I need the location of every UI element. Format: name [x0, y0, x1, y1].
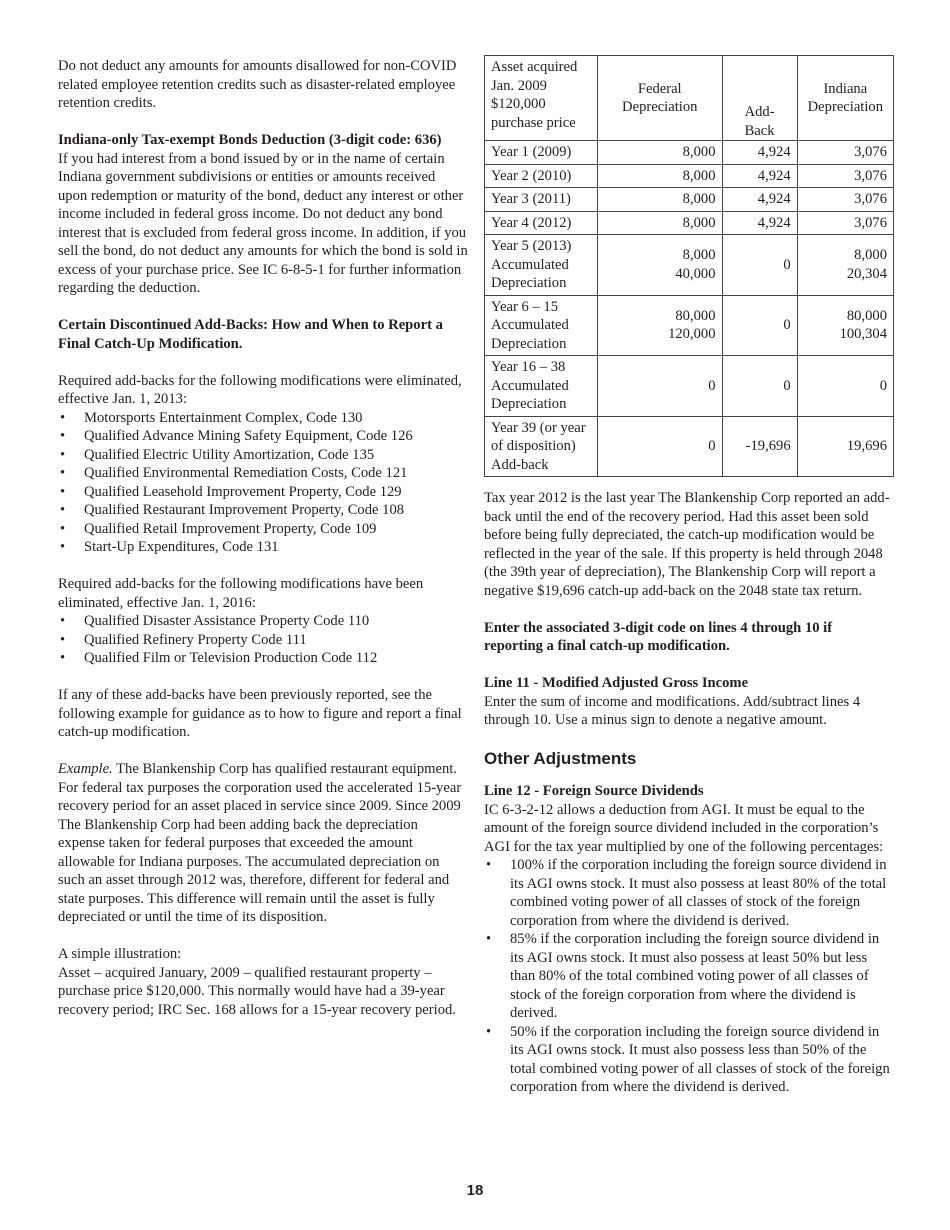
heading-line12: Line 12 - Foreign Source Dividends: [484, 783, 704, 799]
header-federal: Federal Depreciation: [597, 56, 722, 141]
federal-cell: 80,000 120,000: [597, 295, 722, 356]
indiana-cell: 3,076: [797, 188, 893, 212]
list-item: • 100% if the corporation including the foreign source dividend in its AGI owns stock. It must also possess at least 80% of the total combined voting power of all classes of stock of the foreign corporation from where the dividend is derived.: [484, 856, 894, 930]
paragraph-previously-reported: If any of these add-backs have been previously reported, see the following example for guidance as to how to figure and report a final catch-up modification.: [58, 687, 462, 740]
list-item: • Qualified Refinery Property Code 111: [58, 631, 468, 650]
federal-cell: 8,000: [597, 141, 722, 165]
list-item: • Qualified Leasehold Improvement Property, Code 129: [58, 483, 468, 502]
paragraph-line12: IC 6-3-2-12 allows a deduction from AGI. It must be equal to the amount of the foreign source dividend included in the corporation’s AGI for the tax year multiplied by one of the following percentages:: [484, 801, 884, 855]
table-row: [485, 295, 894, 356]
page-number: 18: [466, 1182, 484, 1199]
paragraph-tax-year-2012: Tax year 2012 is the last year The Blankenship Corp reported an add-back until the end of the recovery period. Had this asset been sold before being fully depreciated, the catch-up modification would be reflected in the year of the sale. If this property is held through 2048 (the 39th year of depreciation), The Blankenship Corp will report a negative $19,696 catch-up add-back on the 2048 state tax return.: [484, 490, 890, 599]
table-row: [485, 416, 894, 477]
federal-cell: 0: [597, 416, 722, 477]
list-item: • Qualified Restaurant Improvement Property, Code 108: [58, 501, 468, 520]
row-label: Year 39 (or year of disposition) Add-back: [485, 416, 598, 477]
row-label: Year 3 (2011): [485, 188, 598, 212]
list-item: • Qualified Advance Mining Safety Equipment, Code 126: [58, 427, 468, 446]
indiana-cell: 3,076: [797, 141, 893, 165]
heading-line11: Line 11 - Modified Adjusted Gross Income: [484, 675, 749, 691]
table-row: [485, 211, 894, 235]
federal-cell: 8,000: [597, 211, 722, 235]
addback-cell: 4,924: [722, 141, 797, 165]
addback-cell: 0: [722, 235, 797, 296]
right-column: [484, 55, 894, 1115]
paragraph-line11: Enter the sum of income and modifications. Add/subtract lines 4 through 10. Use a minus sign to denote a negative amount.: [484, 693, 861, 728]
addback-cell: 0: [722, 356, 797, 417]
row-label: Year 2 (2010): [485, 164, 598, 188]
heading-tax-exempt-bonds: Indiana-only Tax-exempt Bonds Deduction (3-digit code: 636): [58, 132, 442, 148]
indiana-cell: 19,696: [797, 416, 893, 477]
row-label: Year 5 (2013) Accumulated Depreciation: [485, 235, 598, 296]
federal-cell: 8,000: [597, 164, 722, 188]
indiana-cell: 3,076: [797, 211, 893, 235]
table-header-row: [485, 56, 894, 141]
depreciation-table: [484, 55, 894, 477]
paragraph-example: [58, 760, 468, 927]
addback-cell: 4,924: [722, 211, 797, 235]
table-row: [485, 141, 894, 165]
indiana-cell: 3,076: [797, 164, 893, 188]
row-label: Year 4 (2012): [485, 211, 598, 235]
addback-cell: 0: [722, 295, 797, 356]
heading-other-adjustments: Other Adjustments: [484, 749, 637, 768]
header-addback: Add-Back: [722, 56, 797, 141]
list1-intro: Required add-backs for the following modifications were eliminated, effective Jan. 1, 2013:: [58, 372, 462, 407]
federal-cell: 8,000: [597, 188, 722, 212]
row-label: Year 6 – 15 Accumulated Depreciation: [485, 295, 598, 356]
table-row: [485, 188, 894, 212]
list-item: • Qualified Environmental Remediation Costs, Code 121: [58, 464, 468, 483]
row-label: Year 1 (2009): [485, 141, 598, 165]
list-item: • Qualified Electric Utility Amortization, Code 135: [58, 446, 468, 465]
list-item: • 50% if the corporation including the foreign source dividend in its AGI owns stock. It must also possess less than 50% of the total combined voting power of all classes of stock of the foreign corporation from where the dividend is derived.: [484, 1023, 894, 1097]
list-item: • 85% if the corporation including the foreign source dividend in its AGI owns stock. It must also possess at least 50% but less than 80% of the total combined voting power of all classes of stock of the foreign corporation from where the dividend is derived.: [484, 930, 894, 1023]
heading-discontinued-addbacks: Certain Discontinued Add-Backs: How and When to Report a Final Catch-Up Modification.: [58, 317, 443, 352]
table-row: [485, 235, 894, 296]
list-item: • Start-Up Expenditures, Code 131: [58, 538, 468, 557]
indiana-cell: 8,000 20,304: [797, 235, 893, 296]
list-item: • Qualified Film or Television Production Code 112: [58, 649, 468, 668]
illustration-text: Asset – acquired January, 2009 – qualified restaurant property – purchase price $120,000. This normally would have had a 39-year recovery period; IRC Sec. 168 allows for a 15-year recovery period.: [58, 964, 456, 1018]
row-label: Year 16 – 38 Accumulated Depreciation: [485, 356, 598, 417]
table-row: [485, 164, 894, 188]
left-column: [58, 55, 468, 1038]
list-item: • Motorsports Entertainment Complex, Code 130: [58, 409, 468, 428]
addback-cell: -19,696: [722, 416, 797, 477]
list2-intro: Required add-backs for the following modifications have been eliminated, effective Jan. 1, 2016:: [58, 576, 424, 611]
header-asset: Asset acquired Jan. 2009 $120,000 purchase price: [485, 56, 598, 141]
addback-cell: 4,924: [722, 164, 797, 188]
header-indiana: Indiana Depreciation: [797, 56, 893, 141]
addback-cell: 4,924: [722, 188, 797, 212]
enter-code-instruction: Enter the associated 3-digit code on lines 4 through 10 if reporting a final catch-up modification.: [484, 619, 833, 654]
table-row: [485, 356, 894, 417]
example-text: The Blankenship Corp has qualified restaurant equipment. For federal tax purposes the corporation used the accelerated 15-year recovery period for an asset placed in service since 2009. Since 2009 The Blankenship Corp had been adding back the depreciation expense taken for federal purposes that exceeded the amount allowable for Indiana purposes. The accumulated depreciation on such an asset through 2012 was, therefore, different for federal and state purposes. This difference will remain until the asset is fully depreciated or until the time of its disposition.: [58, 761, 462, 925]
list-item: • Qualified Retail Improvement Property, Code 109: [58, 520, 468, 539]
paragraph-retention-credits: Do not deduct any amounts for amounts disallowed for non-COVID related employee retention credits such as disaster-related employee retention credits.: [58, 58, 457, 111]
example-label: Example.: [58, 761, 113, 777]
list-2016-eliminated: [58, 612, 468, 668]
indiana-cell: 0: [797, 356, 893, 417]
list-2013-eliminated: [58, 409, 468, 557]
federal-cell: 8,000 40,000: [597, 235, 722, 296]
illustration-heading: A simple illustration:: [58, 946, 182, 962]
list-dividend-percentages: [484, 856, 894, 1097]
paragraph-tax-exempt-bonds: If you had interest from a bond issued by or in the name of certain Indiana government subdivisions or entities or amounts received upon redemption or maturity of the bond, deduct any interest or other income included in federal gross income. Do not deduct any bond interest that is excluded from federal gross income. In addition, if you sell the bond, do not deduct any amounts for which the bond is sold in excess of your purchase price. See IC 6-8-5-1 for further information regarding the deduction.: [58, 150, 468, 296]
indiana-cell: 80,000 100,304: [797, 295, 893, 356]
list-item: • Qualified Disaster Assistance Property Code 110: [58, 612, 468, 631]
federal-cell: 0: [597, 356, 722, 417]
